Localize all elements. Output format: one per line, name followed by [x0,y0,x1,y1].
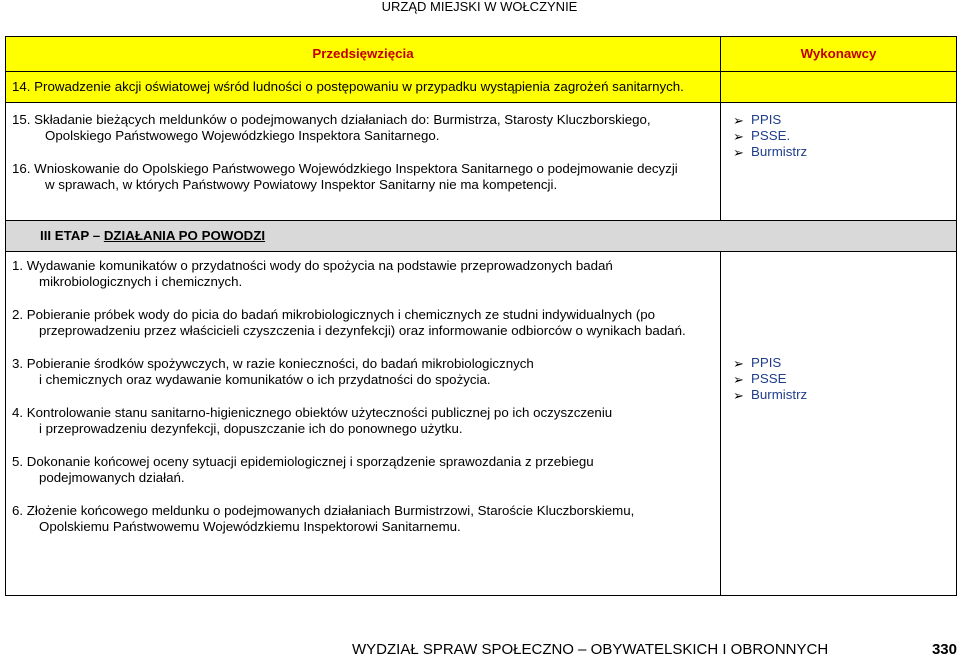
col-actions-header: Przedsięwzięcia [6,37,721,72]
actions-table [5,36,957,596]
performers-cell-b [721,252,957,596]
arrowhead-bullet-icon: ➢ [733,145,744,160]
list-item: ➢ PSSE. [733,128,791,144]
arrowhead-bullet-icon: ➢ [733,113,744,128]
arrowhead-bullet-icon: ➢ [733,355,744,371]
department-name: WYDZIAŁ SPRAW SPOŁECZNO – OBYWATELSKICH I OBRONNYCH [352,641,829,658]
table-row [6,252,957,596]
list-item: ➢ PPIS [733,354,782,371]
item-3-line2: i chemicznych oraz wydawanie komunikatów o ich przydatności do spożycia. [39,372,491,387]
list-item: ➢ PPIS [733,112,782,128]
item-5-line2: podejmowanych działań. [39,470,185,485]
table-header-row [6,37,957,72]
stage-3-items [6,252,721,596]
stage-3-heading: III ETAP – DZIAŁANIA PO POWODZI [6,221,957,252]
item-1-line1: 1. Wydawanie komunikatów o przydatności wody do spożycia na podstawie przeprowadzonych badań [12,258,613,273]
document-header: URZĄD MIEJSKI W WOŁCZYNIE [381,0,578,14]
arrowhead-bullet-icon: ➢ [733,129,744,144]
list-item: ➢ Burmistrz [733,144,808,160]
document-footer [0,642,959,658]
arrowhead-bullet-icon: ➢ [733,371,744,387]
row-16-line2: w sprawach, w których Państwowy Powiatowy Inspektor Sanitarny nie ma kompetencji. [45,177,558,192]
list-item: ➢ PSSE [733,370,787,387]
page-number: 330 [931,641,957,658]
table-row [6,103,957,221]
arrowhead-bullet-icon: ➢ [733,387,744,403]
performers-list-a [721,112,956,160]
item-2-line1: 2. Pobieranie próbek wody do picia do badań mikrobiologicznych i chemicznych ze studni indywidualnych (po [12,307,656,322]
item-3-line1: 3. Pobieranie środków spożywczych, w razie konieczności, do badań mikrobiologicznych [12,356,534,371]
item-5-line1: 5. Dokonanie końcowej oceny sytuacji epidemiologicznej i sporządzenie sprawozdania z przebiegu [12,454,594,469]
row-15-line2: Opolskiego Państwowego Wojewódzkiego Inspektora Sanitarnego. [45,128,440,143]
list-item: ➢ Burmistrz [733,386,808,403]
performers-cell-a [721,103,957,221]
item-1-line2: mikrobiologicznych i chemicznych. [39,274,243,289]
rows-15-16 [6,103,721,221]
row-15-line1: 15. Składanie bieżących meldunków o podejmowanych działaniach do: Burmistrza, Starosty Kluczborskiego, [12,112,651,127]
row-14 [6,72,721,103]
performers-list-b [721,355,956,403]
item-6-line2: Opolskiemu Państwowemu Wojewódzkiemu Inspektorowi Sanitarnemu. [39,519,461,534]
item-6-line1: 6. Złożenie końcowego meldunku o podejmowanych działaniach Burmistrzowi, Staroście Kluczborskiemu, [12,503,635,518]
item-4-line2: i przeprowadzeniu dezynfekcji, dopuszczanie ich do ponownego użytku. [39,421,463,436]
table-row [6,72,957,103]
item-4-line1: 4. Kontrolowanie stanu sanitarno-higienicznego obiektów użyteczności publicznej po ich oczyszczeniu [12,405,613,420]
col-performers-header: Wykonawcy [721,37,957,72]
stage-row [6,221,957,252]
row-16-line1: 16. Wnioskowanie do Opolskiego Państwowego Wojewódzkiego Inspektora Sanitarnego o podejmowanie decyzji [12,161,678,176]
row-14-text: 14. Prowadzenie akcji oświatowej wśród ludności o postępowaniu w przypadku wystąpienia zagrożeń sanitarnych. [12,79,684,94]
row-14-performers [721,72,957,103]
item-2-line2: przeprowadzeniu przez właścicieli czyszczenia i dezynfekcji) oraz informowanie odbiorców o wynikach badań. [39,323,686,338]
